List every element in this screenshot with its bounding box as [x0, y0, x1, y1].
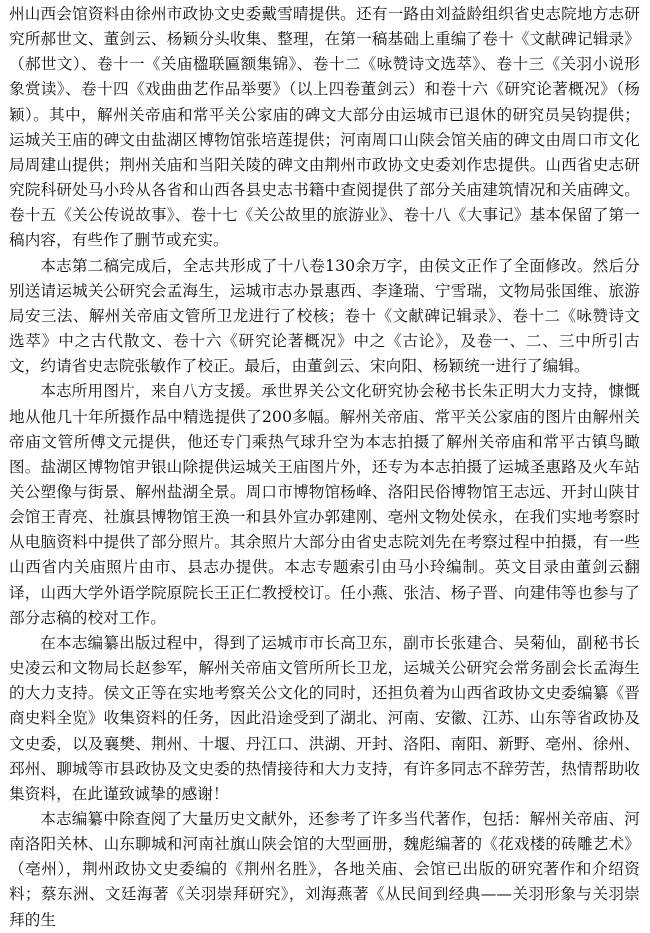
paragraph: 在本志编纂出版过程中，得到了运城市市长高卫东，副市长张建合、吴菊仙，副秘书长史凌云和文物局长赵参军，解州关帝庙文管所所长卫龙，运城关公研究会常务副会长孟海生的大力支持。侯文正等在实地考察关公文化的同时，还担负着为山西省政协文史委编纂《晋商史料全览》收集资料的任务，因此沿途受到了湖北、河南、安徽、江苏、山东等省政协及文史委，以及襄樊、荆州、十堰、丹江口、洪湖、开封、洛阳、南阳、新野、亳州、徐州、邳州、聊城等市县政协及文史委的热情接待和大力支持，有许多同志不辞劳苦，热情帮助收集资料，在此谨致诚挚的感谢！: [9, 633, 640, 803]
paragraph: 本志所用图片，来自八方支援。承世界关公文化研究协会秘书长朱正明大力支持，慷慨地从他几十年所摄作品中精选提供了200多幅。解州关帝庙、常平关公家庙的图片由解州关帝庙文管所傅文元提供，他还专门乘热气球升空为本志拍摄了解州关帝庙和常平古镇鸟瞰图。盐湖区博物馆尹银山除提供运城关王庙图片外，还专为本志拍摄了运城圣惠路及火车站关公塑像与街景、解州盐湖全景。周口市博物馆杨峰、洛阳民俗博物馆王志远、开封山陕甘会馆王青亮、社旗县博物馆王涣一和县外宣办郭建刚、亳州文物处侯永，在我们实地考察时从电脑资料中提供了部分照片。其余照片大部分由省史志院刘先在考察过程中拍摄，有一些山西省内关庙照片由市、县志办提供。本志专题索引由马小玲编制。英文目录由董剑云翻译，山西大学外语学院原院长王正仁教授校订。任小燕、张洁、杨子晋、向建伟等也参与了部分志稿的校对工作。: [9, 382, 640, 627]
paragraph: 本志第二稿完成后，全志共形成了十八卷130余万字，由侯文正作了全面修改。然后分别送请运城关公研究会孟海生，运城市志办景惠西、李逢瑞、宁雪瑞，文物局张国维、旅游局安三法、解州关帝庙文管所卫龙进行了校核；卷十《文献碑记辑录》、卷十二《咏赞诗文选萃》中之古代散文、卷十六《研究论著概况》中之《古论》，及卷一、二、三中所引古文，约请省史志院张敏作了校正。最后，由董剑云、宋向阳、杨颖统一进行了编辑。: [9, 256, 640, 376]
paragraph: 本志编纂中除查阅了大量历史文献外，还参考了许多当代著作，包括：解州关帝庙、河南洛阳关林、山东聊城和河南社旗山陕会馆的大型画册，魏彪编著的《花戏楼的砖雕艺术》（亳州），荆州政协文史委编的《荆州名胜》，各地关庙、会馆已出版的研究著作和介绍资料；蔡东洲、文廷海著《关羽崇拜研究》，刘海燕著《从民间到经典——关羽形象与关羽崇拜的生: [9, 810, 640, 929]
paragraph: 州山西会馆资料由徐州市政协文史委戴雪晴提供。还有一路由刘益龄组织省史志院地方志研究所郝世文、董剑云、杨颖分头收集、整理，在第一稿基础上重编了卷十《文献碑记辑录》（郝世文）、卷十一《关庙楹联匾额集锦》、卷十二《咏赞诗文选萃》、卷十三《关羽小说形象赏读》、卷十四《戏曲曲艺作品举要》（以上四卷董剑云）和卷十六《研究论著概况》（杨颖）。其中，解州关帝庙和常平关公家庙的碑文大部分由运城市已退休的研究员吴钧提供；运城关王庙的碑文由盐湖区博物馆张培莲提供；河南周口山陕会馆关庙的碑文由周口市文化局周建山提供；荆州关庙和当阳关陵的碑文由荆州市政协文史委刘作忠提供。山西省史志研究院科研处马小玲从各省和山西各县史志书籍中查阅提供了部分关庙建筑情况和关庙碑文。卷十五《关公传说故事》、卷十七《关公故里的旅游业》、卷十八《大事记》基本保留了第一稿内容，有些作了删节或充实。: [9, 5, 640, 250]
